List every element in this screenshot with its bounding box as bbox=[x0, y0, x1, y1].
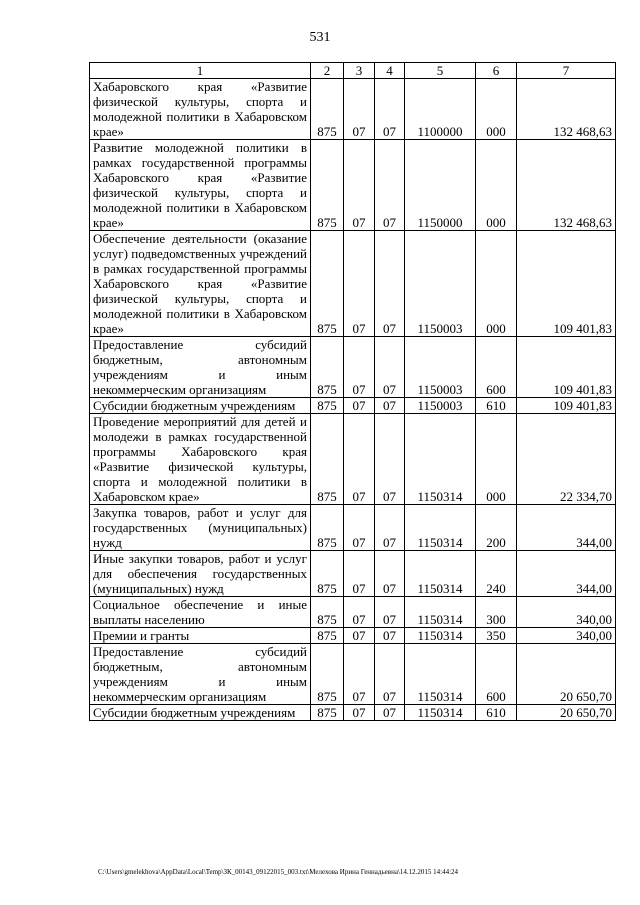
expense-type-cell: 000 bbox=[476, 79, 517, 140]
target-article-cell: 1150314 bbox=[405, 705, 476, 721]
amount-cell: 344,00 bbox=[517, 505, 616, 551]
expense-type-cell: 300 bbox=[476, 597, 517, 628]
section-cell: 07 bbox=[344, 597, 375, 628]
expense-type-cell: 350 bbox=[476, 628, 517, 644]
target-article-cell: 1150003 bbox=[405, 398, 476, 414]
expense-type-cell: 200 bbox=[476, 505, 517, 551]
amount-cell: 109 401,83 bbox=[517, 231, 616, 337]
expense-type-cell: 240 bbox=[476, 551, 517, 597]
expense-type-cell: 600 bbox=[476, 644, 517, 705]
amount-cell: 132 468,63 bbox=[517, 79, 616, 140]
target-article-cell: 1150314 bbox=[405, 414, 476, 505]
amount-cell: 340,00 bbox=[517, 597, 616, 628]
section-cell: 07 bbox=[344, 414, 375, 505]
subsection-cell: 07 bbox=[375, 705, 405, 721]
target-article-cell: 1150003 bbox=[405, 231, 476, 337]
section-cell: 07 bbox=[344, 140, 375, 231]
kvsr-cell: 875 bbox=[311, 398, 344, 414]
amount-cell: 20 650,70 bbox=[517, 644, 616, 705]
section-cell: 07 bbox=[344, 231, 375, 337]
subsection-cell: 07 bbox=[375, 337, 405, 398]
subsection-cell: 07 bbox=[375, 505, 405, 551]
table-row bbox=[90, 628, 616, 644]
amount-cell: 340,00 bbox=[517, 628, 616, 644]
target-article-cell: 1150000 bbox=[405, 140, 476, 231]
subsection-cell: 07 bbox=[375, 79, 405, 140]
header-col-5: 5 bbox=[405, 63, 476, 79]
row-name-cell: Хабаровского края «Развитие физической культуры, спорта и молодежной политики в Хабаровском крае» bbox=[90, 79, 311, 140]
target-article-cell: 1150314 bbox=[405, 628, 476, 644]
section-cell: 07 bbox=[344, 398, 375, 414]
row-name-cell: Субсидии бюджетным учреждениям bbox=[90, 705, 311, 721]
subsection-cell: 07 bbox=[375, 414, 405, 505]
kvsr-cell: 875 bbox=[311, 597, 344, 628]
row-name-cell: Закупка товаров, работ и услуг для государственных (муниципальных) нужд bbox=[90, 505, 311, 551]
subsection-cell: 07 bbox=[375, 231, 405, 337]
kvsr-cell: 875 bbox=[311, 231, 344, 337]
subsection-cell: 07 bbox=[375, 644, 405, 705]
table-row bbox=[90, 505, 616, 551]
table-row bbox=[90, 398, 616, 414]
row-name-cell: Предоставление субсидий бюджетным, автономным учреждениям и иным некоммерческим организациям bbox=[90, 337, 311, 398]
row-name-cell: Предоставление субсидий бюджетным, автономным учреждениям и иным некоммерческим организациям bbox=[90, 644, 311, 705]
subsection-cell: 07 bbox=[375, 398, 405, 414]
kvsr-cell: 875 bbox=[311, 551, 344, 597]
table-row bbox=[90, 79, 616, 140]
expense-type-cell: 000 bbox=[476, 414, 517, 505]
table-row bbox=[90, 705, 616, 721]
table-row bbox=[90, 231, 616, 337]
section-cell: 07 bbox=[344, 644, 375, 705]
kvsr-cell: 875 bbox=[311, 644, 344, 705]
subsection-cell: 07 bbox=[375, 597, 405, 628]
target-article-cell: 1150314 bbox=[405, 551, 476, 597]
header-col-4: 4 bbox=[375, 63, 405, 79]
row-name-cell: Развитие молодежной политики в рамках государственной программы Хабаровского края «Развитие физической культуры, спорта и молодежной политики в Хабаровском крае» bbox=[90, 140, 311, 231]
row-name-cell: Субсидии бюджетным учреждениям bbox=[90, 398, 311, 414]
table-row bbox=[90, 414, 616, 505]
table-row bbox=[90, 337, 616, 398]
budget-table bbox=[89, 62, 616, 721]
target-article-cell: 1150314 bbox=[405, 505, 476, 551]
expense-type-cell: 600 bbox=[476, 337, 517, 398]
row-name-cell: Премии и гранты bbox=[90, 628, 311, 644]
amount-cell: 109 401,83 bbox=[517, 398, 616, 414]
section-cell: 07 bbox=[344, 551, 375, 597]
target-article-cell: 1100000 bbox=[405, 79, 476, 140]
section-cell: 07 bbox=[344, 337, 375, 398]
section-cell: 07 bbox=[344, 628, 375, 644]
header-col-3: 3 bbox=[344, 63, 375, 79]
row-name-cell: Социальное обеспечение и иные выплаты населению bbox=[90, 597, 311, 628]
table-row bbox=[90, 551, 616, 597]
header-col-7: 7 bbox=[517, 63, 616, 79]
table-row bbox=[90, 644, 616, 705]
header-col-1: 1 bbox=[90, 63, 311, 79]
target-article-cell: 1150314 bbox=[405, 597, 476, 628]
kvsr-cell: 875 bbox=[311, 414, 344, 505]
page-number: 531 bbox=[309, 30, 331, 45]
target-article-cell: 1150003 bbox=[405, 337, 476, 398]
table-body bbox=[90, 79, 616, 721]
section-cell: 07 bbox=[344, 79, 375, 140]
amount-cell: 20 650,70 bbox=[517, 705, 616, 721]
expense-type-cell: 610 bbox=[476, 705, 517, 721]
header-col-6: 6 bbox=[476, 63, 517, 79]
table-header-row bbox=[90, 63, 616, 79]
section-cell: 07 bbox=[344, 505, 375, 551]
kvsr-cell: 875 bbox=[311, 705, 344, 721]
footer-file-path: C:\Users\gmelekhova\AppData\Local\Temp\ЗК_00143_09122015_003.txt\Мелехова Ирина Геннадьевна\14.12.2015 14:44:24 bbox=[98, 868, 459, 876]
expense-type-cell: 000 bbox=[476, 140, 517, 231]
amount-cell: 109 401,83 bbox=[517, 337, 616, 398]
table-row bbox=[90, 597, 616, 628]
kvsr-cell: 875 bbox=[311, 79, 344, 140]
section-cell: 07 bbox=[344, 705, 375, 721]
expense-type-cell: 610 bbox=[476, 398, 517, 414]
row-name-cell: Проведение мероприятий для детей и молодежи в рамках государственной программы Хабаровского края «Развитие физической культуры, спорта и молодежной политики в Хабаровском крае» bbox=[90, 414, 311, 505]
subsection-cell: 07 bbox=[375, 628, 405, 644]
row-name-cell: Иные закупки товаров, работ и услуг для обеспечения государственных (муниципальных) нужд bbox=[90, 551, 311, 597]
kvsr-cell: 875 bbox=[311, 337, 344, 398]
subsection-cell: 07 bbox=[375, 551, 405, 597]
target-article-cell: 1150314 bbox=[405, 644, 476, 705]
amount-cell: 132 468,63 bbox=[517, 140, 616, 231]
kvsr-cell: 875 bbox=[311, 140, 344, 231]
expense-type-cell: 000 bbox=[476, 231, 517, 337]
subsection-cell: 07 bbox=[375, 140, 405, 231]
row-name-cell: Обеспечение деятельности (оказание услуг) подведомственных учреждений в рамках государственной программы Хабаровского края «Развитие физической культуры, спорта и молодежной политики в Хабаровском крае» bbox=[90, 231, 311, 337]
amount-cell: 344,00 bbox=[517, 551, 616, 597]
table-row bbox=[90, 140, 616, 231]
amount-cell: 22 334,70 bbox=[517, 414, 616, 505]
kvsr-cell: 875 bbox=[311, 505, 344, 551]
header-col-2: 2 bbox=[311, 63, 344, 79]
kvsr-cell: 875 bbox=[311, 628, 344, 644]
